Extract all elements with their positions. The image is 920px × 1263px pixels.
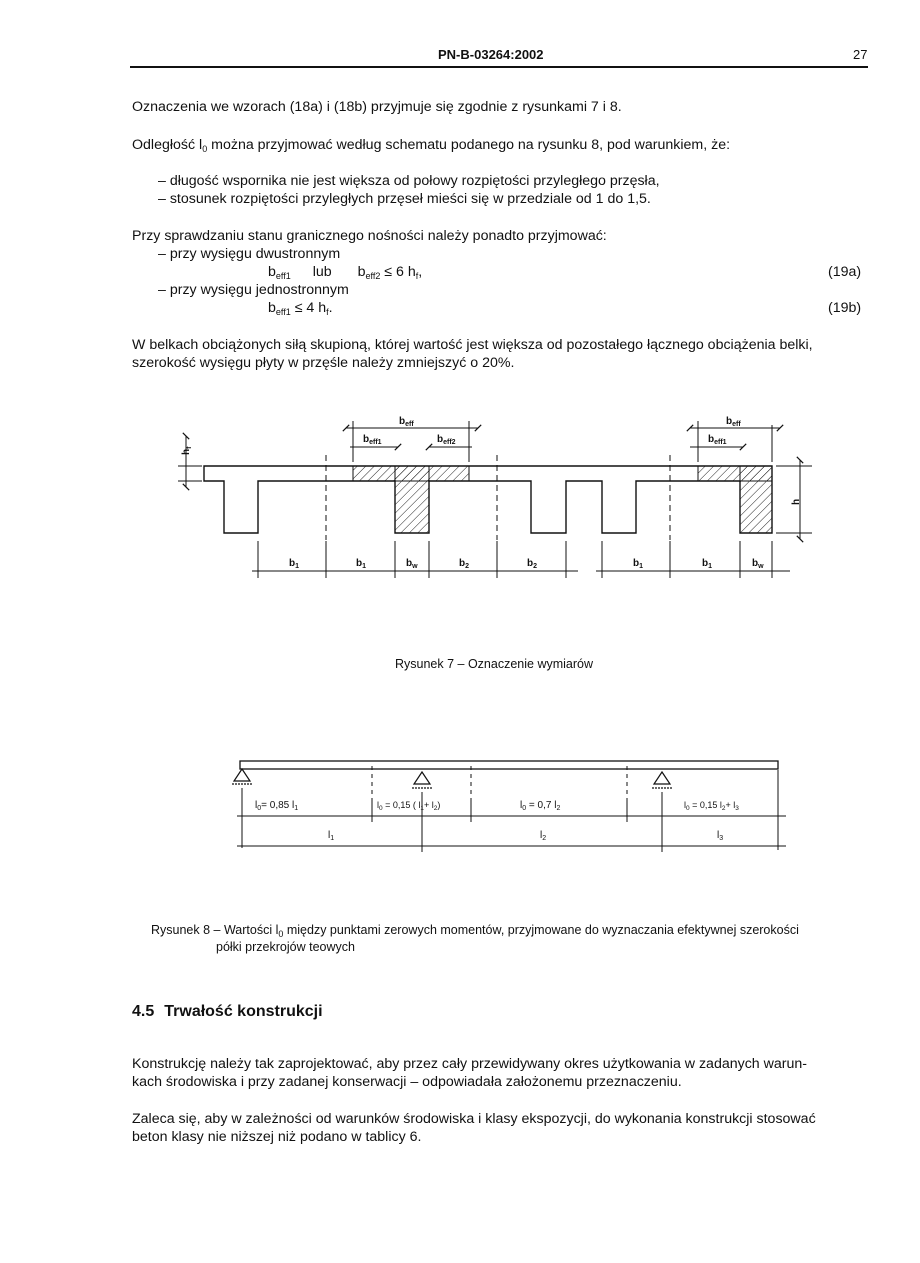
figure-7-caption: Rysunek 7 – Oznaczenie wymiarów (395, 657, 593, 671)
paragraph-distance: Odległość $l_0$ można przyjmować według schematu podanego na rysunku 8, pod warunkiem, że: (132, 137, 731, 154)
label-b2-a: $b_2$ (459, 558, 470, 570)
paragraph-point-load-1: W belkach obciążonych siłą skupioną, której wartość jest większa od pozostałego łącznego obciążenia belki, (132, 337, 813, 353)
span-label-1: $l_1$ (328, 830, 335, 842)
span-label-2: $l_2$ (540, 830, 547, 842)
beam-body (240, 761, 778, 769)
paragraph-limit-state: Przy sprawdzaniu stanu granicznego nośności należy ponadto przyjmować: (132, 228, 607, 244)
figure-8-labels (255, 800, 739, 842)
label-beff-right: $b_{eff}$ (726, 416, 741, 428)
span-label-3: $l_3$ (717, 830, 724, 842)
formula-19a: $b_{eff1}$ lub $b_{eff2} \le 6$ $h_f$, (268, 264, 423, 281)
segment-label-3: $l_0 = 0,7$ $l_2$ (520, 800, 561, 812)
supports (232, 769, 672, 788)
formula-19b: $b_{eff1} \le 4$ $h_f$. (268, 300, 333, 317)
bullet-item-2: – stosunek rozpiętości przyległych przęseł mieści się w przedziale od 1 do 1,5. (158, 191, 651, 207)
page-number: 27 (853, 47, 868, 62)
label-hf: $h_f$ (181, 446, 193, 455)
paragraph-durability-2: kach środowiska i przy zadanej konserwacji – odpowiadała założonemu przeznaczeniu. (132, 1074, 682, 1090)
label-beff1-left: $b_{eff1}$ (363, 434, 382, 446)
label-b1-b: $b_1$ (356, 558, 367, 570)
label-beff1-right: $b_{eff1}$ (708, 434, 727, 446)
segment-label-4: $l_0 = 0,15$ $l_2+ l_3$ (684, 800, 739, 812)
label-bw-a: $b_w$ (406, 558, 418, 570)
figure-8-caption-line1: Rysunek 8 – Wartości $l_0$ między punktami zerowych momentów, przyjmowane do wyznaczania efektywnej szerokości (151, 923, 799, 939)
label-beff2: $b_{eff2}$ (437, 434, 456, 446)
figure-8-continuous-beam (0, 740, 920, 860)
section-heading: 4.5 Trwałość konstrukcji (132, 1003, 323, 1020)
case-one-sided: – przy wysięgu jednostronnym (158, 282, 349, 298)
paragraph-concrete-class-2: beton klasy nie niższej niż podano w tablicy 6. (132, 1129, 422, 1145)
paragraph-durability-1: Konstrukcję należy tak zaprojektować, aby przez cały przewidywany okres użytkowania w zadanych warun- (132, 1056, 808, 1072)
dimension-lines (237, 770, 786, 852)
label-beff-left: $b_{eff}$ (399, 416, 414, 428)
beam-outline (204, 466, 772, 533)
label-bw-b: $b_w$ (752, 558, 764, 570)
paragraph-notation: Oznaczenia we wzorach (18a) i (18b) przyjmuje się zgodnie z rysunkami 7 i 8. (132, 99, 622, 115)
label-b1-d: $b_1$ (702, 558, 713, 570)
segment-label-2: $l_0 = 0,15$ ( $l_1+ l_2$) (377, 800, 441, 812)
bullet-item-1: – długość wspornika nie jest większa od połowy rozpiętości przyległego przęsła, (158, 173, 660, 189)
figure-7-labels (181, 416, 802, 570)
paragraph-concrete-class-1: Zaleca się, aby w zależności od warunków środowiska i klasy ekspozycji, do wykonania konstrukcji stosować (132, 1111, 816, 1127)
paragraph-point-load-2: szerokość wysięgu płyty w przęśle należy zmniejszyć o 20%. (132, 355, 515, 371)
label-b1-a: $b_1$ (289, 558, 300, 570)
formula-19b-label: (19b) (828, 300, 862, 316)
figure-8-caption-line2: półki przekrojów teowych (216, 940, 355, 954)
label-b2-b: $b_2$ (527, 558, 538, 570)
segment-label-1: $l_0= 0,85$ $l_1$ (255, 800, 299, 812)
case-two-sided: – przy wysięgu dwustronnym (158, 246, 341, 262)
standard-code: PN-B-03264:2002 (438, 47, 544, 62)
label-h: h (791, 498, 802, 505)
label-b1-c: $b_1$ (633, 558, 644, 570)
zero-moment-lines (372, 766, 627, 800)
formula-19a-label: (19a) (828, 264, 862, 280)
effective-flange-hatch (353, 466, 772, 533)
